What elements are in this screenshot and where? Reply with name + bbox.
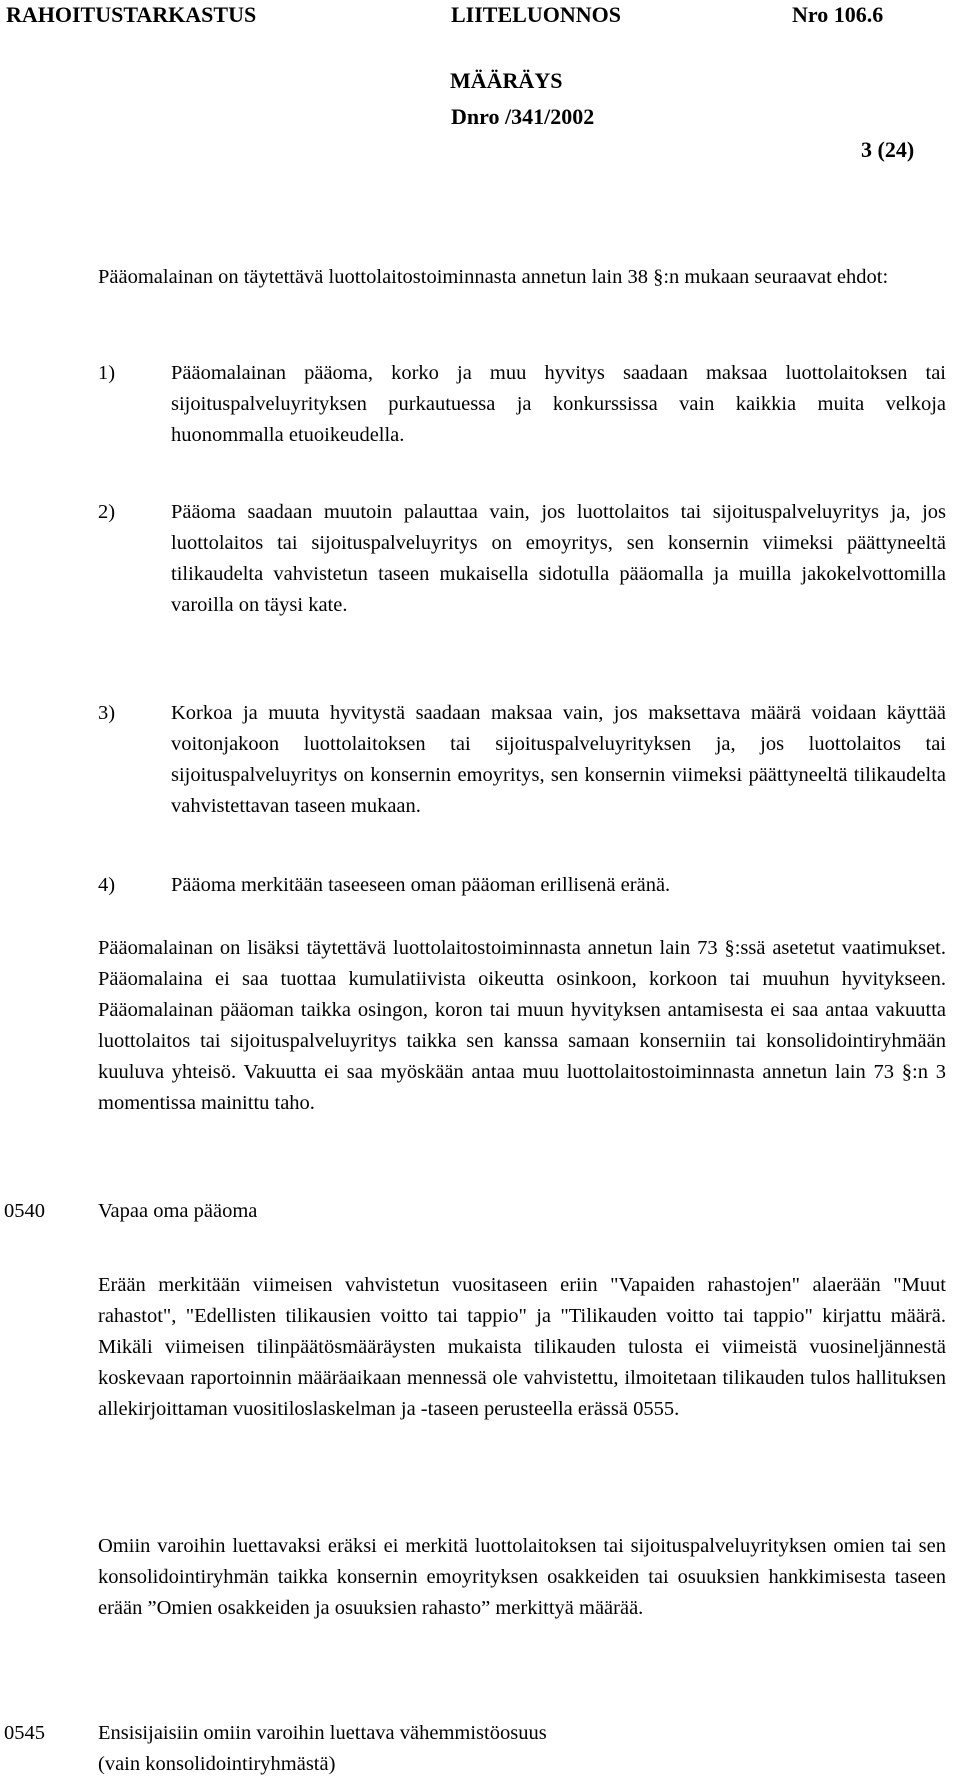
item-0540-paragraph-2: Omiin varoihin luettavaksi eräksi ei merkitä luottolaitoksen tai sijoituspalveluyrityksen omien tai sen konsolidointiryhmän taikka konsernin emoyrityksen osakkeiden tai osuuksien hankkimisesta taseen erään ”Omien osakkeiden ja osuuksien rahasto” merkittyä määrää.: [98, 1535, 946, 1619]
condition-text-2: Pääoma saadaan muutoin palauttaa vain, jos luottolaitos tai sijoituspalveluyritys ja, jos luottolaitos tai sijoituspalveluyritys on emoyritys, sen konsernin viimeksi päättyneeltä tilikaudelta vahvistetun taseen mukaisella sidotulla pääomalla ja muilla jakokelvottomilla varoilla on täysi kate.: [171, 501, 946, 616]
condition-label-4: 4): [98, 874, 116, 896]
intro-paragraph: Pääomalainan on täytettävä luottolaitostoiminnasta annetun lain 38 §:n mukaan seuraavat ehdot:: [98, 266, 889, 288]
condition-text-1: Pääomalainan pääoma, korko ja muu hyvitys saadaan maksaa luottolaitoksen tai sijoituspalveluyrityksen purkautuessa ja konkurssissa vain kaikkia muita velkoja huonommalla etuoikeudella.: [171, 362, 946, 446]
item-code-0540: 0540: [4, 1200, 45, 1222]
item-title-0540: Vapaa oma pääoma: [98, 1200, 258, 1222]
document-number: Dnro /341/2002: [451, 104, 595, 129]
condition-text-4: Pääoma merkitään taseeseen oman pääoman erillisenä eränä.: [171, 874, 671, 896]
item-code-0545: 0545: [4, 1722, 45, 1744]
header-right: Nro 106.6: [792, 2, 884, 27]
condition-label-3: 3): [98, 702, 116, 724]
document-type: MÄÄRÄYS: [450, 68, 563, 93]
condition-label-1: 1): [98, 362, 116, 384]
page-number: 3 (24): [861, 137, 915, 162]
header-left: RAHOITUSTARKASTUS: [6, 2, 257, 27]
item-title-0545: Ensisijaisiin omiin varoihin luettava vähemmistöosuus: [98, 1722, 547, 1744]
item-0540-paragraph-1: Erään merkitään viimeisen vahvistetun vuositaseen eriin "Vapaiden rahastojen" alaerään "Muut rahastot", "Edellisten tilikausien voitto tai tappio" ja "Tilikauden voitto tai tappio" kirjattu määrä. Mikäli viimeisen tilinpäätösmääräysten mukaista tilikauden tulosta ei viimeistä vuosineljännestä koskevaan raportoinnin määräaikaan mennessä ole vahvistettu, ilmoitetaan tilikauden tulos hallituksen allekirjoittaman vuositiloslaskelman ja -taseen perusteella erässä 0555.: [98, 1274, 946, 1420]
additional-requirements-paragraph: Pääomalainan on lisäksi täytettävä luottolaitostoiminnasta annetun lain 73 §:ssä asetetut vaatimukset. Pääomalaina ei saa tuottaa kumulatiivista oikeutta osinkoon, korkoon tai muuhun hyvitykseen. Pääomalainan pääoman taikka osingon, koron tai muun hyvityksen antamisesta ei saa antaa vakuutta luottolaitos tai sijoituspalveluyritys taikka sen kanssa samaan konserniin tai konsolidointiryhmään kuuluva yhteisö. Vakuutta ei saa myöskään antaa muu luottolaitostoiminnasta annetun lain 73 §:n 3 momentissa mainittu taho.: [98, 937, 946, 1114]
condition-text-3: Korkoa ja muuta hyvitystä saadaan maksaa vain, jos maksettava määrä voidaan käyttää voitonjakoon luottolaitoksen tai sijoituspalveluyrityksen ja, jos luottolaitos tai sijoituspalveluyritys on konsernin emoyritys, sen konsernin viimeksi päättyneeltä tilikaudelta vahvistettavan taseen mukaan.: [171, 702, 946, 817]
condition-label-2: 2): [98, 501, 116, 523]
header-center: LIITELUONNOS: [451, 2, 621, 27]
item-subtitle-0545: (vain konsolidointiryhmästä): [98, 1753, 336, 1775]
